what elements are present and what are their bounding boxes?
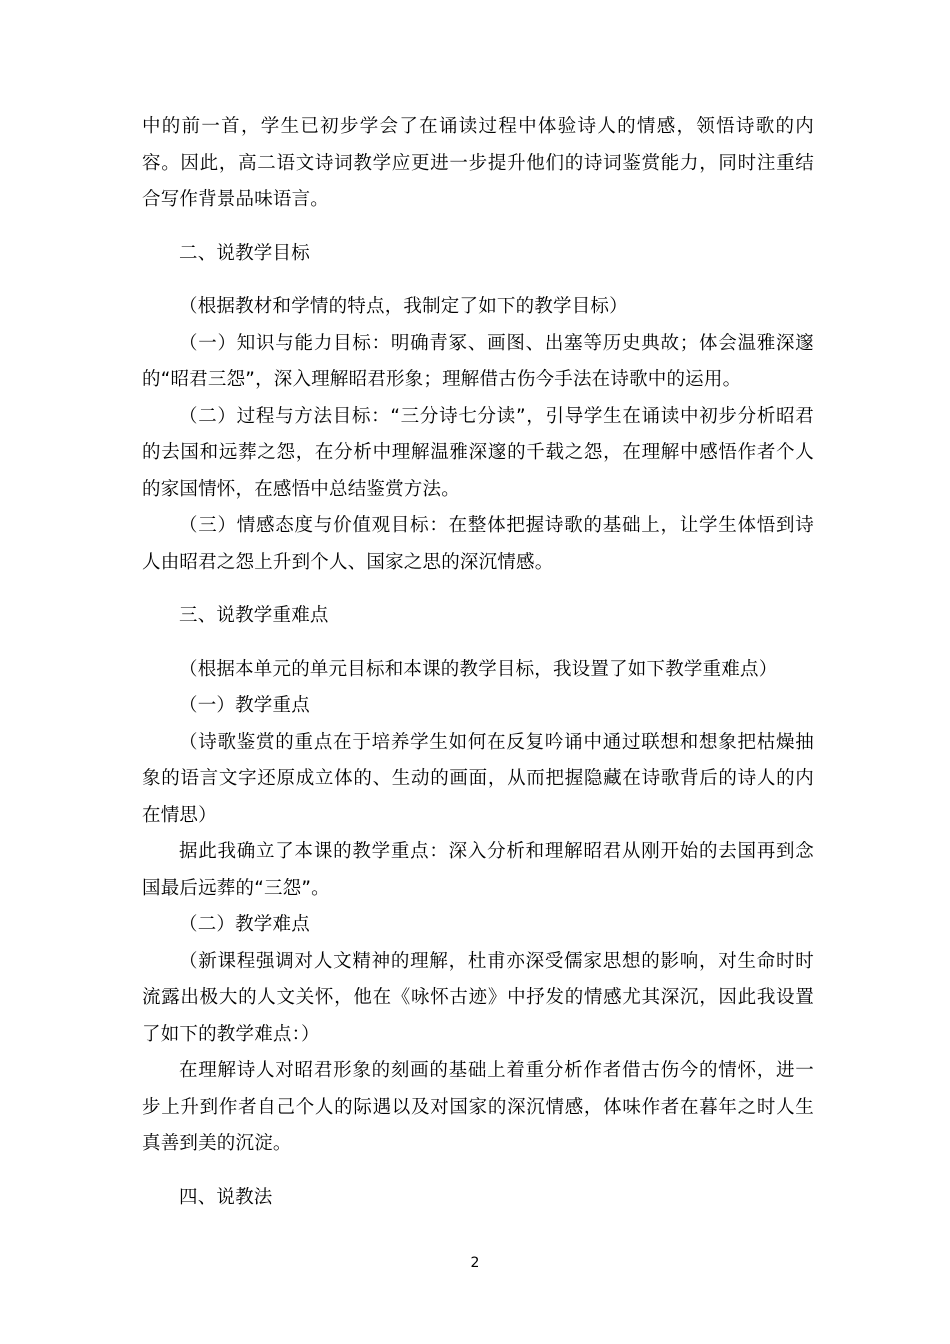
paragraph-goal-process: （二）过程与方法目标：“三分诗七分读”，引导学生在诵读中初步分析昭君的去国和远葬之怨，在分析中理解温雅深邃的千载之怨，在理解中感悟作者个人的家国情怀，在感悟中总结鉴赏方法。 — [142, 405, 814, 500]
paragraph-key-point: 据此我确立了本课的教学重点：深入分析和理解昭君从刚开始的去国再到念国最后远葬的“三怨”。 — [142, 841, 814, 899]
subheading-key-point: （一）教学重点 — [179, 695, 310, 716]
section-heading-teaching-methods: 四、说教法 — [179, 1186, 273, 1208]
paragraph-difficult-point-note: （新课程强调对人文精神的理解，杜甫亦深受儒家思想的影响，对生命时时流露出极大的人文关怀，他在《咏怀古迹》中抒发的情感尤其深沉，因此我设置了如下的教学难点：） — [142, 950, 814, 1045]
paragraph-key-points-intro: （根据本单元的单元目标和本课的教学目标，我设置了如下教学重难点） — [179, 658, 778, 680]
paragraph-goals-intro: （根据教材和学情的特点，我制定了如下的教学目标） — [179, 296, 628, 317]
subheading-difficult-point: （二）教学难点 — [179, 914, 310, 935]
paragraph-continuation: 中的前一首，学生已初步学会了在诵读过程中体验诗人的情感，领悟诗歌的内容。因此，高二语文诗词教学应更进一步提升他们的诗词鉴赏能力，同时注重结合写作背景品味语言。 — [142, 116, 814, 210]
section-heading-teaching-goals: 二、说教学目标 — [179, 242, 310, 264]
section-heading-key-points: 三、说教学重难点 — [179, 605, 329, 626]
paragraph-difficult-point: 在理解诗人对昭君形象的刻画的基础上着重分析作者借古伤今的情怀，进一步上升到作者自己个人的际遇以及对国家的深沉情感，体味作者在暮年之时人生真善到美的沉淀。 — [142, 1060, 814, 1154]
page-number: 2 — [470, 1255, 480, 1271]
document-body — [142, 109, 814, 1216]
paragraph-goal-emotion: （三）情感态度与价值观目标：在整体把握诗歌的基础上，让学生体悟到诗人由昭君之怨上升到个人、国家之思的深沉情感。 — [142, 515, 814, 573]
paragraph-key-point-note: （诗歌鉴赏的重点在于培养学生如何在反复吟诵中通过联想和想象把枯燥抽象的语言文字还原成立体的、生动的画面，从而把握隐藏在诗歌背后的诗人的内在情思） — [142, 731, 814, 826]
paragraph-goal-knowledge: （一）知识与能力目标：明确青冢、画图、出塞等历史典故；体会温雅深邃的“昭君三怨”，深入理解昭君形象；理解借古伤今手法在诗歌中的运用。 — [142, 332, 814, 390]
